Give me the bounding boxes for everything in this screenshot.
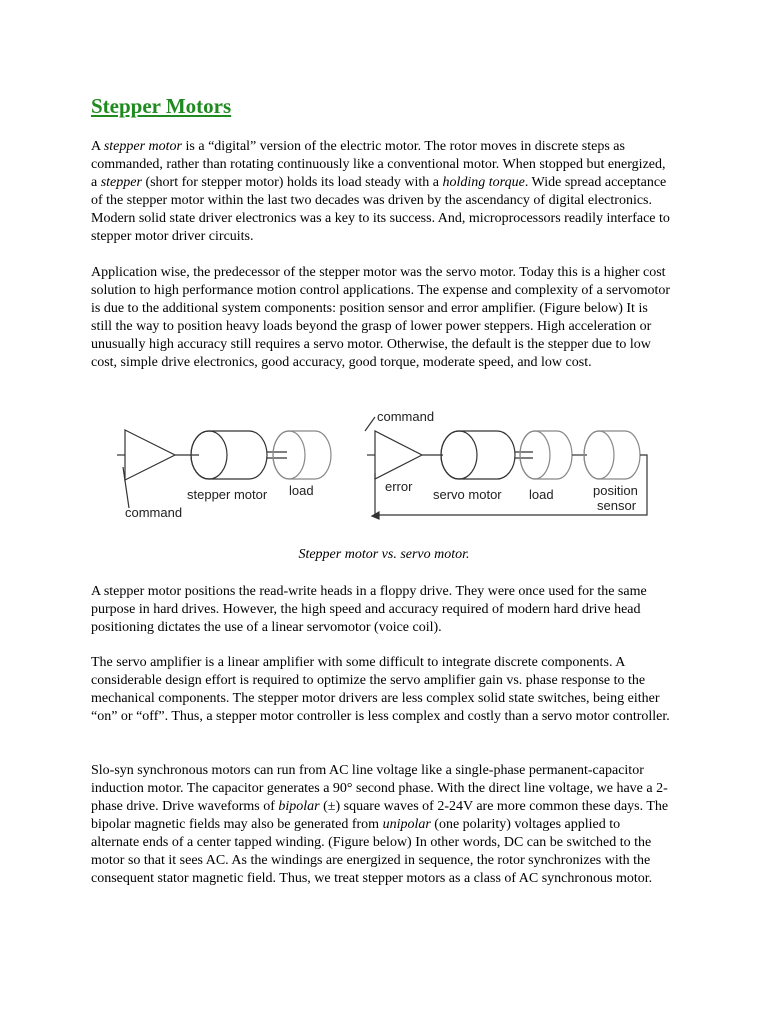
stepper-motor-shape	[191, 431, 267, 479]
label-servo-motor: servo motor	[433, 487, 502, 502]
italic-term-holding-torque: holding torque	[442, 175, 525, 190]
label-error: error	[385, 479, 413, 494]
load-face-right	[520, 431, 550, 479]
text-run: (short for stepper motor) holds its load steady with a	[141, 175, 443, 190]
paragraph-application: Application wise, the predecessor of the stepper motor was the servo motor. Today this is a higher cost solution to high performance motion control applications. The expense and complexity of a servomotor is due to the additional system components: position sensor and error amplifier. (Figure below) It is still the way to position heavy loads beyond the grasp of lower power steppers. High acceleration or unusually high accuracy still requires a servo motor. Otherwise, the default is the stepper due to low cost, simple drive electronics, good accuracy, good torque, moderate speed, and low cost.	[91, 265, 671, 370]
command-leader-right	[365, 417, 375, 431]
label-load-right: load	[529, 487, 554, 502]
label-position: position	[593, 483, 638, 498]
load-shape	[273, 431, 331, 479]
paragraph-floppy-drive: A stepper motor positions the read-write heads in a floppy drive. They were once used for the same purpose in hard drives. However, the high speed and accuracy required of modern hard drive head positioning dictates the use of a linear servomotor (voice coil).	[91, 584, 647, 635]
amplifier-triangle	[125, 430, 175, 480]
italic-term-stepper: stepper	[100, 175, 142, 190]
command-leader	[123, 467, 129, 508]
position-sensor-shape	[584, 431, 640, 479]
text-run: (±) square waves of 2-24V are more common these days. The bipolar magnetic fields may also be generated from	[91, 799, 669, 832]
servo-motor-face	[441, 431, 477, 479]
label-command-right: command	[377, 409, 435, 424]
stepper-vs-servo-figure	[117, 405, 657, 530]
text-run: A	[91, 139, 104, 154]
label-stepper-motor: stepper motor	[187, 487, 268, 502]
figure-caption: Stepper motor vs. servo motor.	[298, 547, 470, 562]
figure-diagram	[117, 405, 657, 530]
text-run: is a “digital” version of the electric motor. The rotor moves in discrete steps as commanded, rather than rotating continuously like a conventional motor. When stopped but energized, a	[91, 139, 666, 190]
paragraph-slo-syn	[91, 762, 671, 888]
page-title: Stepper Motors	[91, 94, 232, 118]
italic-term-bipolar: bipolar	[278, 799, 320, 814]
italic-term-stepper-motor: stepper motor	[103, 139, 183, 154]
paragraph-servo-amplifier: The servo amplifier is a linear amplifier with some difficult to integrate discrete components. A considerable design effort is required to optimize the servo amplifier gain vs. phase response to the mechanical components. The stepper motor drivers are less complex solid state switches, being either “on” or “off”. Thus, a stepper motor controller is less complex and costly than a servo motor controller.	[91, 655, 670, 724]
load-face	[273, 431, 305, 479]
label-load-left: load	[289, 483, 314, 498]
servo-motor-shape	[441, 431, 515, 479]
text-run: Slo-syn synchronous motors can run from AC line voltage like a single-phase permanent-capacitor induction motor. The capacitor generates a 90° second phase. With the direct line voltage, we have a 2-phase drive. Drive waveforms of	[91, 763, 668, 814]
text-run: (one polarity) voltages applied to alternate ends of a center tapped winding. (Figure below) In other words, DC can be switched to the motor so that it sees AC. As the windings are energized in sequence, the rotor synchronizes with the consequent stator magnetic field. Thus, we treat stepper motors as a class of AC synchronous motor.	[91, 817, 653, 886]
text-run: . Wide spread acceptance of the stepper motor within the last two decades was driven by the ascendancy of digital electronics. Modern solid state driver electronics was a key to its success. And, microprocessors readily interface to stepper motor driver circuits.	[91, 175, 670, 244]
position-sensor-face	[584, 431, 614, 479]
label-command-left: command	[125, 505, 183, 520]
label-sensor: sensor	[597, 498, 637, 513]
error-amplifier-triangle	[375, 431, 422, 479]
paragraph-intro	[91, 138, 671, 246]
italic-term-unipolar: unipolar	[382, 817, 431, 832]
